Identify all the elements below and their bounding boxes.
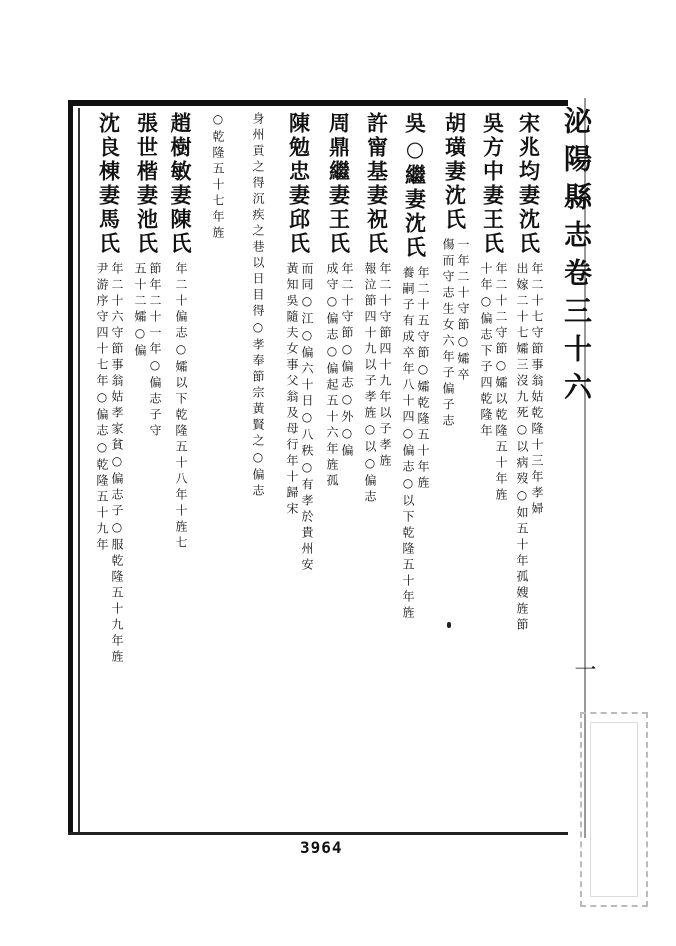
entry-continuation-head: ○乾隆五 (211, 112, 225, 178)
page-header-marker: 一 (571, 658, 596, 680)
entry-column (440, 112, 470, 430)
entry-name: 周鼎繼妻王氏 (326, 112, 352, 256)
entry-continuation-head: 身州 (251, 112, 265, 144)
library-seal-stamp (580, 712, 648, 907)
ink-dot (447, 622, 451, 628)
entry-note: 而同○江○偏六十日○八秩○有孝於貴州安 (300, 262, 314, 574)
page-frame-top-border (68, 100, 568, 106)
entry-note-secondary: 傷而守志生女六年子偏子志 (441, 238, 455, 430)
entry-note-secondary: 黃知吳隨夫女事父翁及母行年十歸宋 (285, 262, 299, 518)
entry-column (514, 112, 544, 634)
entry-note-secondary: 報泣節四十九以子孝旌○以○偏志 (363, 262, 377, 506)
entry-note-secondary: 尹游序守四十七年○偏志○乾隆五十九年 (95, 262, 109, 554)
entry-note: 年二十七守節事翁姑乾隆十三年孝婦 (530, 262, 544, 518)
entry-column (170, 112, 191, 552)
entry-column (478, 112, 508, 504)
entry-name: 宋兆均妻沈氏 (516, 112, 542, 256)
entry-column (284, 112, 314, 574)
entry-note: 節年二十一年○偏志子守 (148, 262, 162, 440)
entry-name: 吳方中妻王氏 (480, 112, 506, 256)
entry-note: 年二十六守節事翁姑孝家貧○偏志子○服乾隆五十九年旌 (110, 262, 124, 666)
entry-note-secondary: 養嗣子有成卒年八十四○偏志○以下乾隆五十年旌 (401, 266, 415, 622)
entry-note: 年二十守節四十九年以子孝旌 (378, 262, 392, 470)
entry-name: 吳○繼妻沈氏 (402, 112, 428, 260)
page-number: 3964 (300, 838, 343, 857)
entry-note: 年二十偏志○孀以下乾隆五十八年十旌七 (174, 262, 188, 552)
entry-note-secondary: 十年○偏志下子四乾隆年 (479, 262, 493, 440)
entry-note-secondary: 出嫁二十七孀三沒九死○以病歿○如五十年孤嫂旌節 (515, 262, 529, 634)
entry-note-secondary: 五十二孀○偏 (133, 262, 147, 360)
entry-name: 許甯基妻祝氏 (364, 112, 390, 256)
entry-column (132, 112, 162, 440)
entry-column (250, 112, 265, 500)
entry-note: 年二十五守節○孀乾隆五十年旌 (416, 266, 430, 492)
page-frame-bottom-border (68, 832, 568, 835)
entry-note: 一年二十守節○孀卒 (456, 238, 470, 384)
entry-continuation-text: 十七年旌 (211, 178, 225, 242)
entry-column (210, 112, 225, 242)
entry-note-secondary: 成守○偏志○偏起五十六年旌孤 (325, 262, 339, 490)
page-frame-inner-border (78, 108, 80, 834)
entry-column (94, 112, 124, 666)
entry-column (362, 112, 392, 506)
entry-continuation-text: 貢之得沉疾之巷以日目得○孝奉節宗黃賢之○偏志 (251, 144, 265, 500)
entry-name: 趙樹敏妻陳氏 (168, 112, 193, 256)
entry-column (400, 112, 430, 622)
page-header-title: 泌陽縣志卷三十六 (560, 106, 593, 410)
entry-note: 年二十守節○偏志○外○偏 (340, 262, 354, 460)
entry-column (324, 112, 354, 490)
page-frame-left-border (68, 100, 73, 835)
entry-name: 陳勉忠妻邱氏 (286, 112, 312, 256)
entry-name: 張世楷妻池氏 (134, 112, 160, 256)
entry-name: 沈良棟妻馬氏 (96, 112, 122, 256)
entry-note: 年二十二守節○孀以乾隆五十年旌 (494, 262, 508, 504)
entry-name: 胡璜妻沈氏 (442, 112, 468, 232)
